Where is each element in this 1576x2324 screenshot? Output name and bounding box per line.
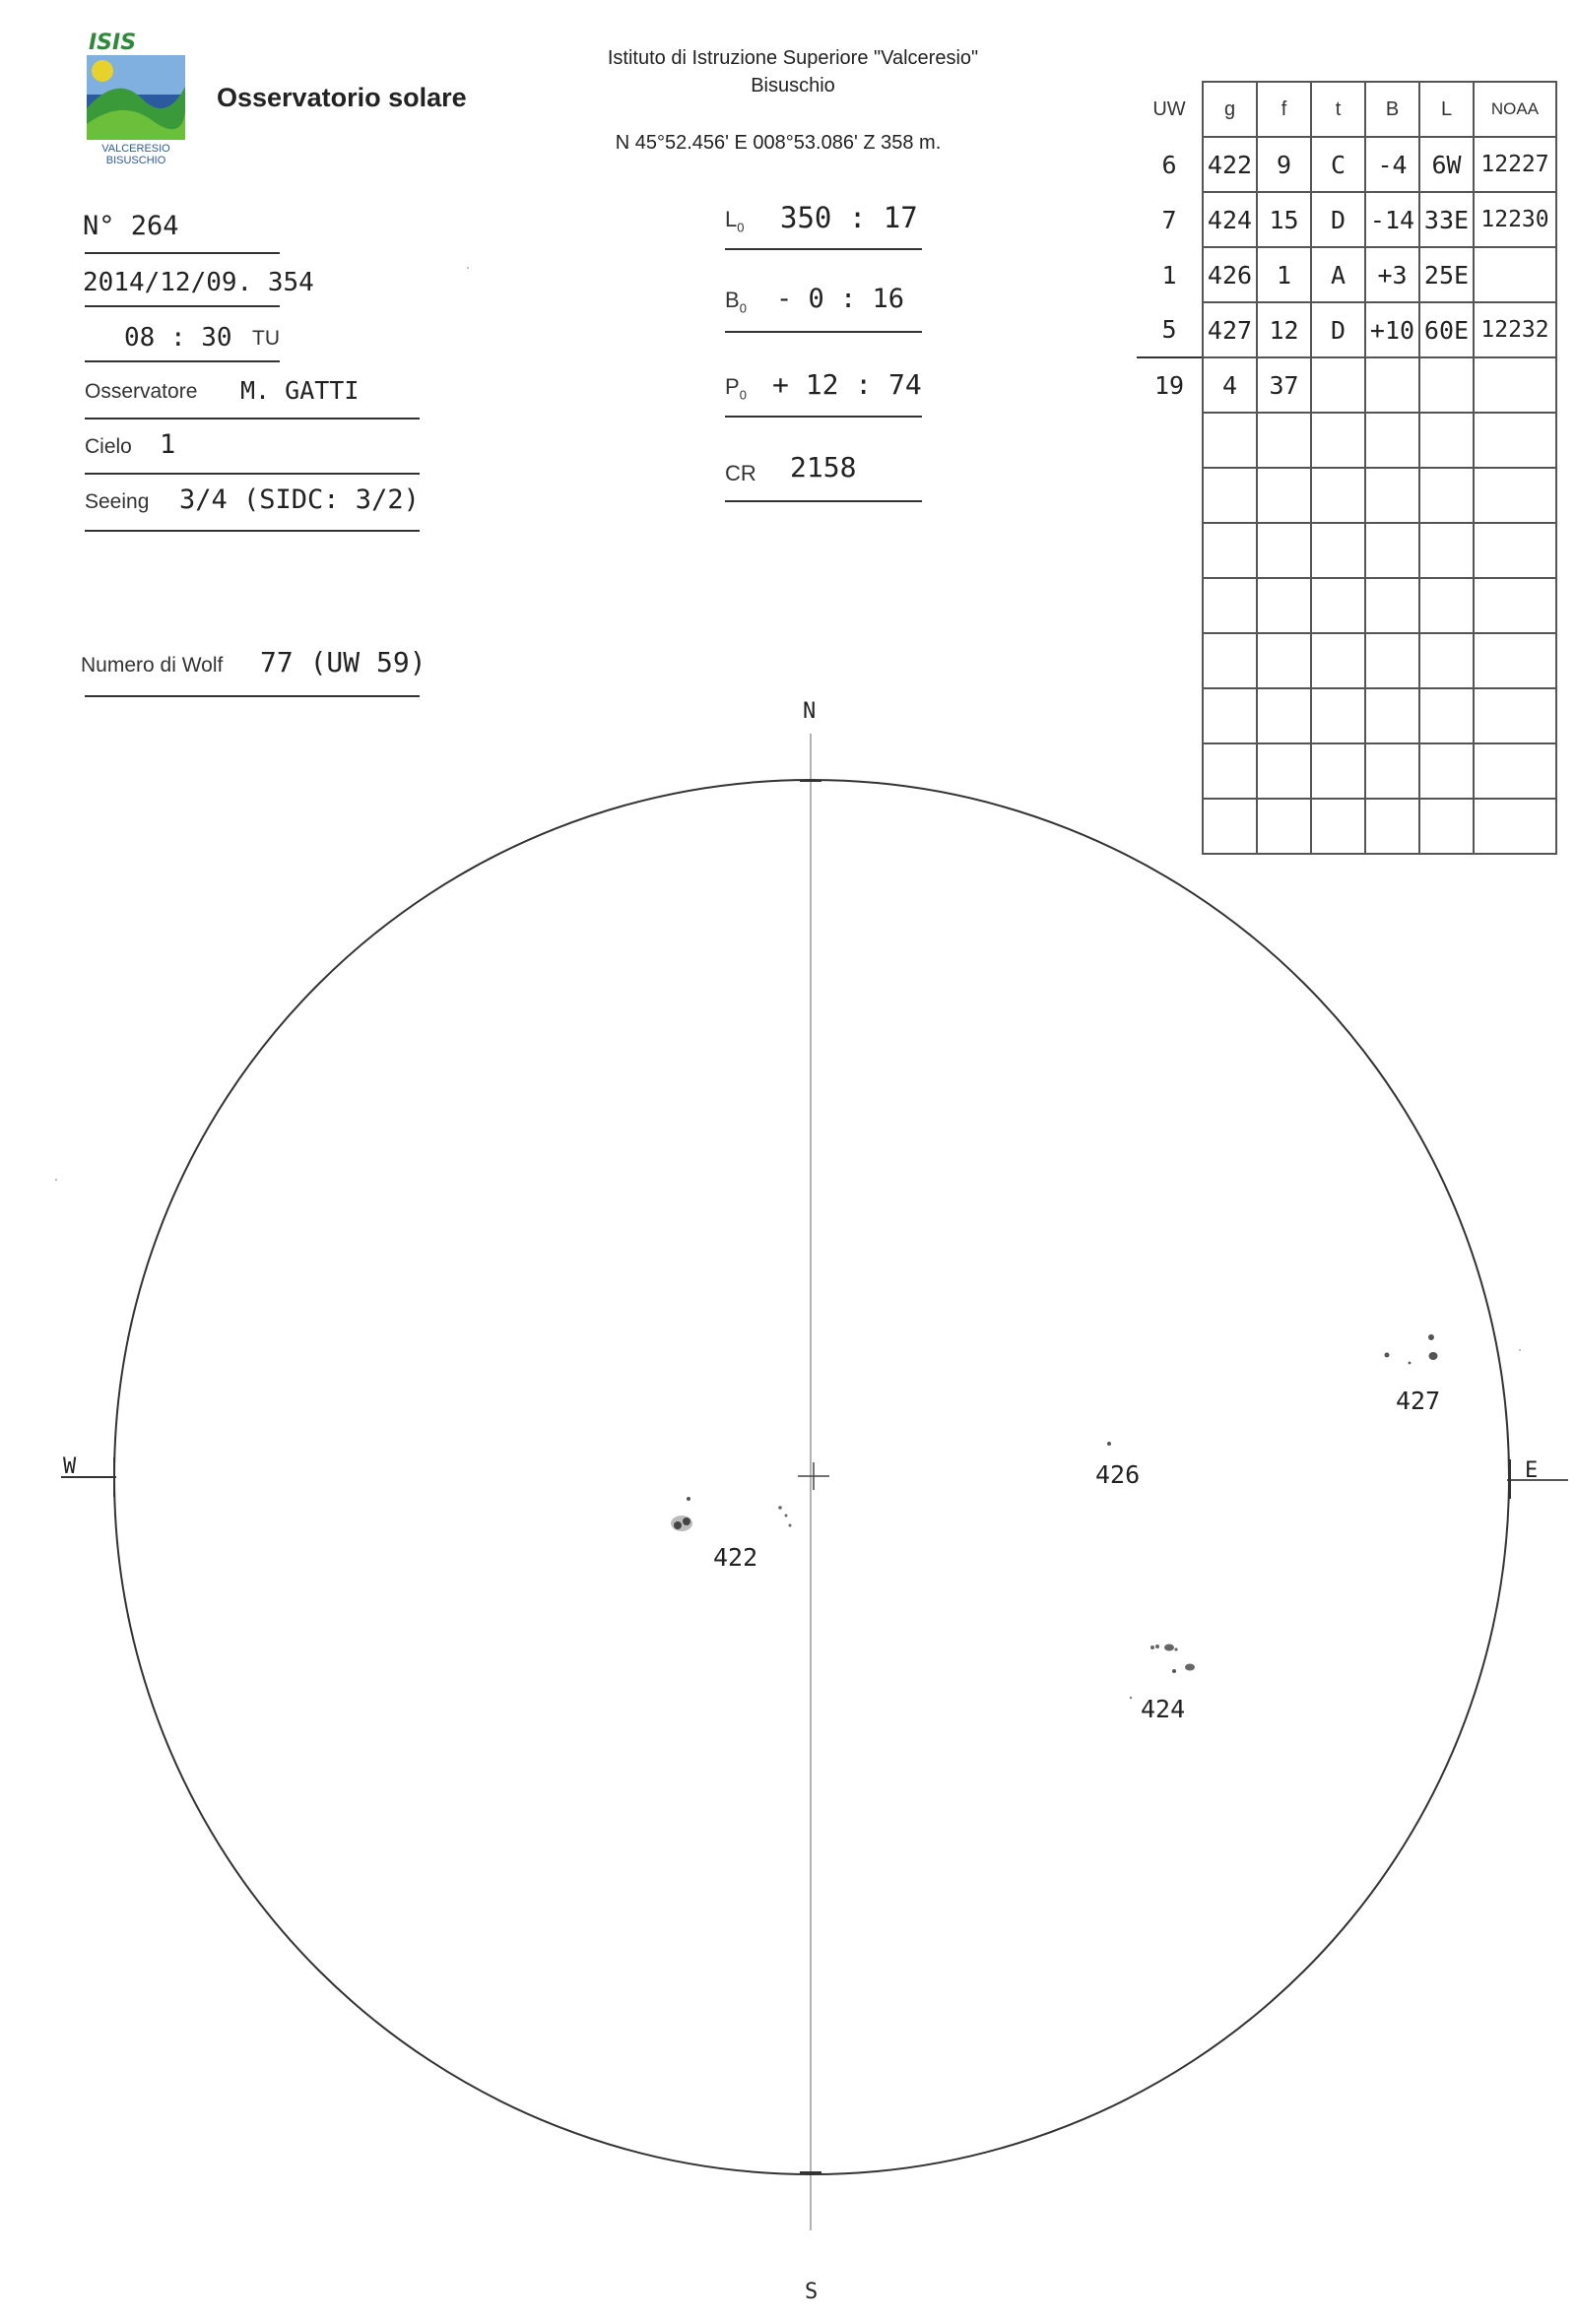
cell-type: A (1311, 247, 1365, 302)
cell-group: 422 (1203, 137, 1257, 192)
cell-noaa: 12232 (1474, 302, 1556, 357)
sunspot (1185, 1664, 1195, 1671)
total-groups: 4 (1203, 357, 1257, 413)
west-label: W (63, 1454, 77, 1479)
sunspot (1429, 1352, 1438, 1360)
seeing-label: Seeing (85, 490, 150, 513)
cell-spots: 12 (1257, 302, 1311, 357)
col-header-g: g (1203, 82, 1257, 137)
sunspot (687, 1497, 690, 1501)
cell-group: 427 (1203, 302, 1257, 357)
cr-label: CR (725, 461, 756, 485)
sunspot (789, 1524, 792, 1527)
b0-label: $B_0$ (725, 288, 747, 316)
col-header-noaa: NOAA (1474, 82, 1556, 137)
col-header-t: t (1311, 82, 1365, 137)
cell-group: 426 (1203, 247, 1257, 302)
sunspot (1385, 1353, 1390, 1358)
sunspot (778, 1506, 782, 1510)
group-label-422: 422 (713, 1543, 758, 1572)
sunspot (1130, 1697, 1132, 1699)
observatory-coordinates: N 45°52.456' E 008°53.086' Z 358 m. (615, 132, 942, 154)
total-uw: 19 (1137, 357, 1203, 413)
wolf-number-label: Numero di Wolf (81, 654, 224, 677)
seeing-value: 3/4 (SIDC: 3/2) (179, 484, 420, 515)
cell-latitude: +3 (1365, 247, 1419, 302)
l0-value: 350 : 17 (780, 201, 918, 234)
p0-value: + 12 : 74 (772, 368, 922, 401)
cell-longitude: 60E (1419, 302, 1474, 357)
cell-spots: 15 (1257, 192, 1311, 247)
sunspot (1107, 1442, 1111, 1446)
sunspot (1164, 1645, 1174, 1651)
observatory-title: Osservatorio solare (217, 83, 467, 112)
p0-label: $P_0$ (725, 374, 747, 403)
sunspot (1428, 1334, 1434, 1340)
group-label-426: 426 (1095, 1460, 1141, 1489)
cell-noaa: 12227 (1474, 137, 1556, 192)
sunspot-group-422 (671, 1497, 792, 1572)
total-spots: 37 (1257, 357, 1311, 413)
cell-type: D (1311, 192, 1365, 247)
cell-noaa: 12230 (1474, 192, 1556, 247)
observation-number: N° 264 (83, 211, 179, 241)
sunspot (1174, 1647, 1177, 1650)
wolf-number-value: 77 (UW 59) (260, 646, 427, 678)
cell-uw: 1 (1161, 260, 1177, 290)
cell-uw: 7 (1161, 205, 1177, 234)
group-label-427: 427 (1396, 1387, 1441, 1415)
observation-date: 2014/12/09. 354 (83, 268, 314, 297)
cell-longitude: 33E (1419, 192, 1474, 247)
scan-speck (55, 1179, 57, 1181)
north-label: N (803, 699, 817, 724)
sunspot (1150, 1646, 1154, 1649)
sunspot (674, 1521, 682, 1529)
scan-speck (1519, 1349, 1521, 1351)
time-unit: TU (252, 327, 280, 350)
logo-sub-1: VALCERESIO (101, 143, 170, 155)
group-label-424: 424 (1141, 1695, 1186, 1723)
col-header-b: B (1365, 82, 1419, 137)
sunspot (1172, 1669, 1176, 1673)
col-header-uw: UW (1152, 97, 1186, 120)
carrington-rotation: 2158 (790, 451, 857, 484)
logo-wordmark: ISIS (89, 31, 137, 55)
cell-spots: 1 (1257, 247, 1311, 302)
observer-label: Osservatore (85, 380, 198, 403)
cell-type: C (1311, 137, 1365, 192)
b0-value: - 0 : 16 (776, 284, 905, 314)
sky-label: Cielo (85, 435, 132, 458)
cell-group: 424 (1203, 192, 1257, 247)
sunspot-group-427 (1385, 1334, 1441, 1415)
sunspot-group-424 (1130, 1645, 1195, 1724)
cell-latitude: -4 (1365, 137, 1419, 192)
cell-longitude: 6W (1419, 137, 1474, 192)
cell-longitude: 25E (1419, 247, 1474, 302)
col-header-l: L (1419, 82, 1474, 137)
institute-town: Bisuschio (751, 75, 835, 97)
observation-time: 08 : 30 (124, 323, 232, 353)
sunspot (1409, 1362, 1412, 1365)
scan-speck (467, 267, 469, 269)
cell-latitude: -14 (1365, 192, 1419, 247)
cell-spots: 9 (1257, 137, 1311, 192)
col-header-f: f (1257, 82, 1311, 137)
institute-name: Istituto di Istruzione Superiore "Valceresio" (607, 47, 979, 69)
sunspot (1155, 1645, 1159, 1648)
south-label: S (805, 2280, 819, 2304)
sunspot (785, 1515, 788, 1517)
l0-label: $L_0$ (725, 207, 745, 235)
sunspot (683, 1517, 690, 1525)
sunspot-group-426 (1095, 1442, 1140, 1489)
sky-value: 1 (160, 429, 176, 460)
cell-type: D (1311, 302, 1365, 357)
logo-sub-2: BISUSCHIO (105, 155, 166, 166)
solar-disk-outline (114, 780, 1509, 2174)
observer-name: M. GATTI (240, 376, 360, 405)
east-label: E (1525, 1458, 1539, 1483)
cell-uw: 6 (1161, 150, 1177, 179)
cell-uw: 5 (1161, 315, 1177, 344)
cell-latitude: +10 (1365, 302, 1419, 357)
